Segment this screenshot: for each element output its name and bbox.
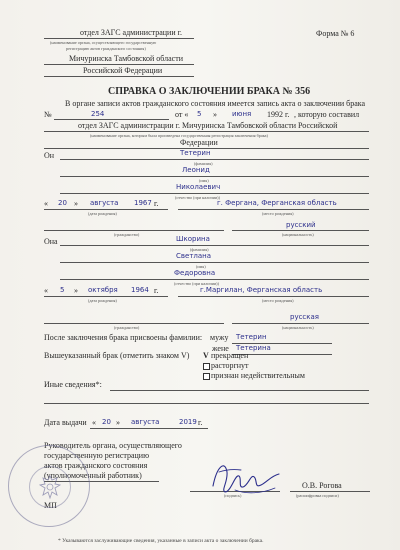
agency-line-2: Мичуринска Тамбовской области	[69, 54, 184, 63]
wife-birth-open: «	[44, 286, 48, 295]
issue-year: 2019	[179, 418, 197, 426]
issue-close: »	[116, 418, 120, 427]
signature-name: О.В. Рогова	[302, 481, 342, 490]
status-option-invalid: признан недействительным	[211, 371, 305, 380]
wife-birth-date-caption: (дата рождения)	[88, 298, 117, 303]
wife-birth-place: г.Маргилан, Ферганская область	[200, 286, 323, 294]
after-marriage-husband-value: Тетерин	[236, 333, 267, 341]
wife-birth-year: 1964	[131, 286, 149, 294]
wife-patronymic-caption: (отчество (при наличии))	[174, 281, 219, 286]
eagle-emblem-icon	[39, 473, 61, 501]
record-no-value: 254	[91, 110, 105, 118]
wife-citizenship-caption: (гражданство)	[114, 325, 140, 330]
husband-nationality: русский	[286, 221, 316, 229]
husband-surname-caption: (фамилия)	[194, 161, 213, 166]
status-option-mark: V	[203, 351, 209, 360]
husband-citizenship-caption: (гражданство)	[114, 232, 140, 237]
form-number: Форма № 6	[316, 29, 355, 38]
handwritten-signature	[205, 452, 285, 498]
after-marriage-wife-value: Тетерина	[236, 344, 271, 352]
signature-role-1: Руководитель органа, осуществляющего	[44, 441, 182, 450]
husband-birth-year: 1967	[134, 199, 152, 207]
agency-line-3: Российской Федерации	[83, 66, 163, 75]
record-tail: , которую составил	[294, 110, 360, 119]
official-seal	[8, 445, 90, 527]
signature-role-3: актов гражданского состояния	[44, 461, 148, 470]
status-option-terminated: прекращен	[211, 351, 249, 360]
footnote: * Указываются заслуживающие сведения, указанные в записи акта о заключении брака.	[58, 538, 264, 544]
record-composer-caption: (наименование органа, которым была произведена государственная регистрация заключения брака)	[90, 133, 268, 138]
husband-birth-close: »	[74, 199, 78, 208]
status-checkbox-divorced	[203, 363, 210, 370]
mp-label: МП	[44, 501, 57, 510]
after-marriage-husband-label: мужу	[210, 333, 229, 342]
status-label: Вышеуказанный брак (отметить знаком V)	[44, 351, 190, 360]
husband-birth-year-suffix: г.	[154, 199, 159, 208]
status-checkbox-invalid	[203, 373, 210, 380]
husband-birth-open: «	[44, 199, 48, 208]
husband-birth-place: г. Фергана, Ферганская область	[217, 199, 337, 207]
record-composer-end: Федерации	[180, 138, 218, 147]
record-day-close: »	[213, 110, 217, 119]
wife-name-caption: (имя)	[196, 264, 206, 269]
page-title: СПРАВКА О ЗАКЛЮЧЕНИИ БРАКА № 356	[108, 86, 311, 97]
record-from-label: от «	[175, 110, 189, 119]
agency-caption-2: регистрацию актов гражданского состояния)	[66, 46, 146, 51]
husband-nationality-caption: (национальность)	[282, 232, 314, 237]
husband-name: Леонид	[182, 166, 210, 174]
agency-caption-1: (наименование органа, осуществляющего государственную	[50, 40, 157, 45]
status-option-divorced: расторгнут	[211, 361, 249, 370]
wife-birth-year-suffix: г.	[154, 286, 159, 295]
after-marriage-label: После заключения брака присвоены фамилии:	[44, 333, 203, 342]
wife-birth-month: октября	[88, 286, 118, 294]
signature-name-caption: (расшифровка подписи)	[296, 493, 339, 498]
husband-surname: Тетерин	[180, 149, 211, 157]
record-intro: В органе записи актов гражданского состояния имеется запись акта о заключении брака	[65, 99, 366, 108]
wife-birth-place-caption: (место рождения)	[262, 298, 294, 303]
husband-label: Он	[44, 151, 55, 160]
wife-birth-close: »	[74, 286, 78, 295]
issue-day: 20	[102, 418, 111, 426]
agency-line-1: отдел ЗАГС администрации г.	[80, 28, 182, 37]
issue-suffix: г.	[198, 418, 203, 427]
wife-surname: Шкорина	[176, 235, 210, 243]
husband-birth-place-caption: (место рождения)	[262, 211, 294, 216]
issue-month: августа	[131, 418, 160, 426]
issue-date-label: Дата выдачи	[44, 418, 87, 427]
husband-birth-day: 20	[58, 199, 67, 207]
wife-nationality: русская	[290, 313, 320, 321]
signature-role-4: (уполномоченный работник)	[44, 471, 142, 480]
wife-patronymic: Федоровна	[174, 269, 216, 277]
issue-open: «	[92, 418, 96, 427]
wife-label: Она	[44, 237, 58, 246]
after-marriage-wife-label: жене	[212, 344, 229, 353]
record-day: 5	[197, 110, 202, 118]
husband-patronymic: Николаевич	[176, 183, 221, 191]
wife-birth-day: 5	[60, 286, 65, 294]
record-month: июня	[232, 110, 252, 118]
signature-role-2: государственную регистрацию	[44, 451, 150, 460]
record-composer: отдел ЗАГС администрации г. Мичуринска Тамбовской области Российской	[78, 121, 338, 130]
wife-nationality-caption: (национальность)	[282, 325, 314, 330]
husband-birth-month: августа	[90, 199, 119, 207]
husband-patronymic-caption: (отчество (при наличии))	[175, 195, 220, 200]
other-info-label: Иные сведения*:	[44, 380, 102, 389]
signature-caption: (подпись)	[224, 493, 242, 498]
husband-name-caption: (имя)	[199, 178, 209, 183]
wife-surname-caption: (фамилия)	[190, 247, 209, 252]
record-year: 1992 г.	[267, 110, 290, 119]
record-no-label: №	[44, 110, 52, 119]
wife-name: Светлана	[176, 252, 212, 260]
husband-birth-date-caption: (дата рождения)	[88, 211, 117, 216]
